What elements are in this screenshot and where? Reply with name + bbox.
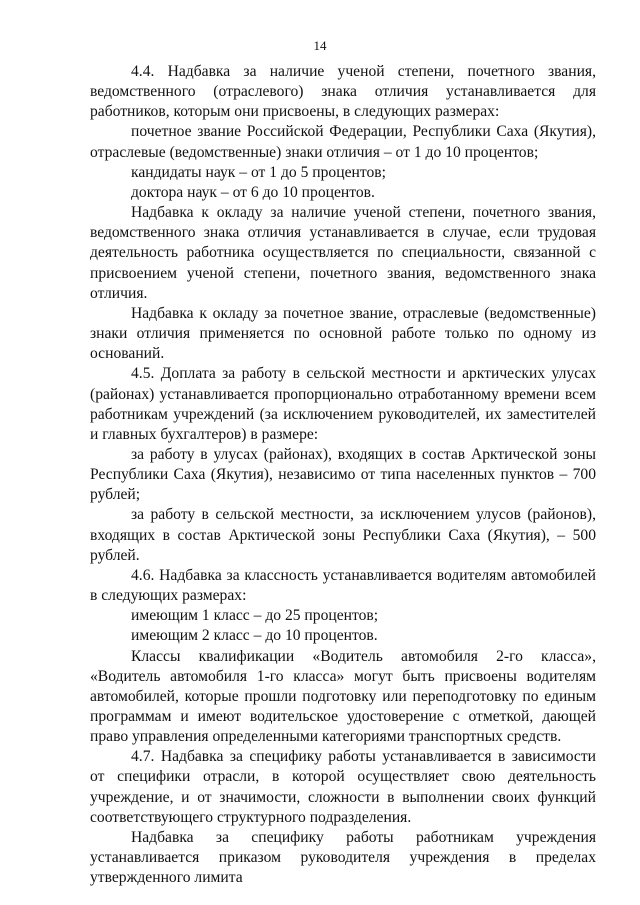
paragraph-one-basis: Надбавка к окладу за почетное звание, отраслевые (ведомственные) знаки отличия применяется по основной работе только по одному из оснований. xyxy=(90,304,596,363)
paragraph-class-1: имеющим 1 класс – до 25 процентов; xyxy=(131,607,379,625)
paragraph-candidates: кандидаты наук – от 1 до 5 процентов; xyxy=(131,163,386,181)
paragraph-specifics-order: Надбавка за специфику работы работникам учреждения устанавливается приказом руководителя учреждения в пределах утвержденного лимита xyxy=(90,828,596,887)
paragraph-honorary-title: почетное звание Российской Федерации, Республики Саха (Якутия), отраслевые (ведомственные) знаки отличия – от 1 до 10 процентов; xyxy=(90,123,596,161)
document-body xyxy=(90,62,596,888)
paragraph-4-7: 4.7. Надбавка за специфику работы устанавливается в зависимости от специфики отрасли, в которой осуществляет свою деятельность учреждение, и от значимости, сложности в выполнении своих функций соответствующего структурного подразделения. xyxy=(90,748,596,826)
paragraph-qualification-classes: Классы квалификации «Водитель автомобиля 2-го класса», «Водитель автомобиля 1-го класса» могут быть присвоены водителям автомобилей, которые прошли подготовку или переподготовку по единым программам и имеют водительское удостоверение с отметкой, дающей право управления определенными категориями транспортных средств. xyxy=(90,647,596,746)
page-number: 14 xyxy=(313,38,327,53)
paragraph-4-6: 4.6. Надбавка за классность устанавливается водителям автомобилей в следующих размерах: xyxy=(90,566,596,605)
paragraph-degree-condition: Надбавка к окладу за наличие ученой степени, почетного звания, ведомственного знака отличия устанавливается в случае, если трудовая деятельность работника осуществляется по специальности, связанной с присвоением ученой степени, почетного звания, ведомственного знака отличия. xyxy=(90,204,596,302)
paragraph-4-5: 4.5. Доплата за работу в сельской местности и арктических улусах (районах) устанавливается пропорционально отработанному времени всем работникам учреждений (за исключением руководителей, их заместителей и главных бухгалтеров) в размере: xyxy=(90,365,596,443)
paragraph-4-4: 4.4. Надбавка за наличие ученой степени, почетного звания, ведомственного (отраслевого) знака отличия устанавливается для работников, которым они присвоены, в следующих размерах: xyxy=(90,63,596,121)
paragraph-doctors: доктора наук – от 6 до 10 процентов. xyxy=(131,183,375,201)
paragraph-rural-area: за работу в сельской местности, за исключением улусов (районов), входящих в состав Арктической зоны Республики Саха (Якутия), – 500 рублей. xyxy=(90,506,596,564)
paragraph-class-2: имеющим 2 класс – до 10 процентов. xyxy=(131,627,378,645)
paragraph-arctic-zone: за работу в улусах (районах), входящих в состав Арктической зоны Республики Саха (Якутия), независимо от типа населенных пунктов – 700 рублей; xyxy=(90,445,596,504)
